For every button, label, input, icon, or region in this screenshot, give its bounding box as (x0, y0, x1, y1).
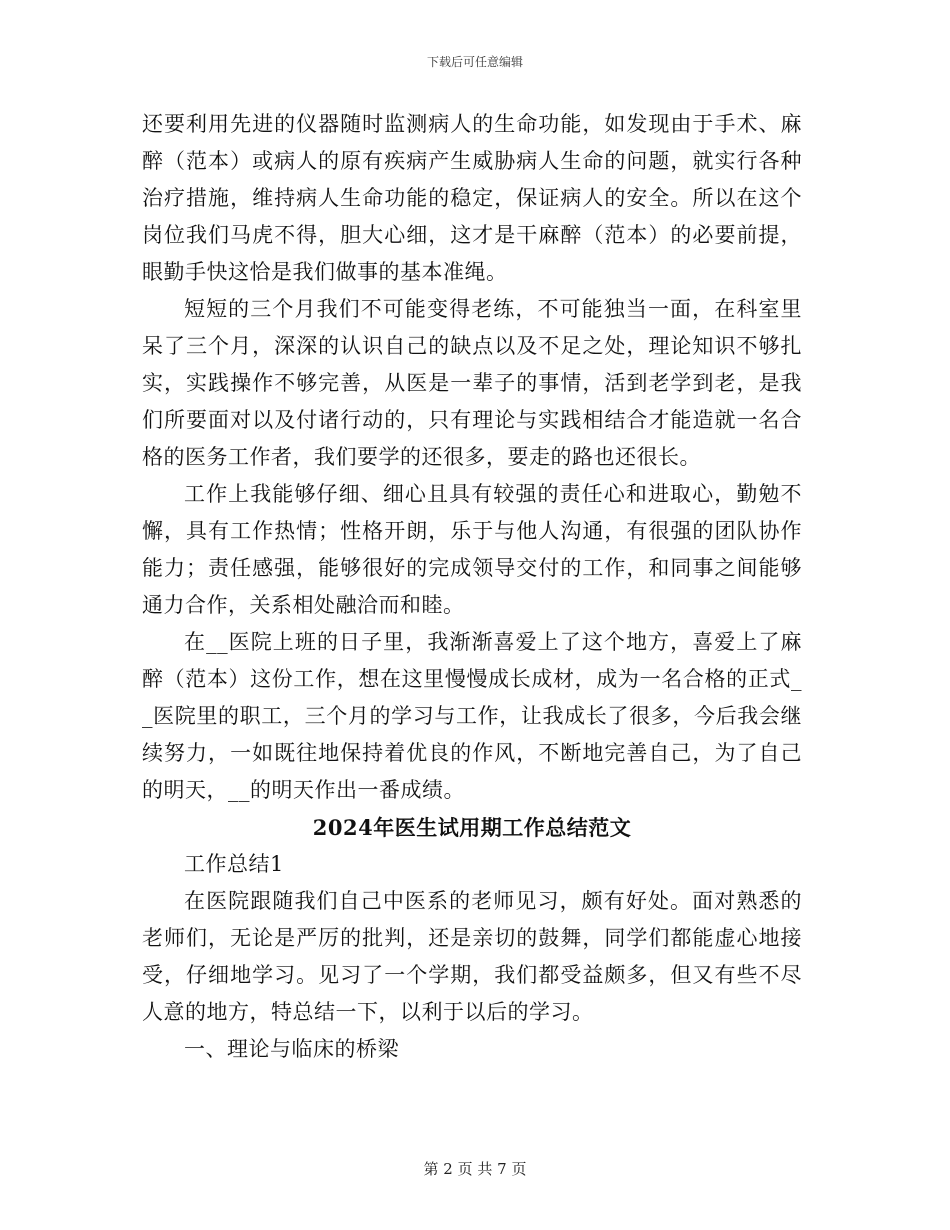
paragraph-2: 短短的三个月我们不可能变得老练，不可能独当一面，在科室里呆了三个月，深深的认识自己的缺点以及不足之处，理论知识不够扎实，实践操作不够完善，从医是一辈子的事情，活到老学到老，是我们所要面对以及付诸行动的，只有理论与实践相结合才能造就一名合格的医务工作者，我们要学的还很多，要走的路也还很长。 (142, 297, 802, 469)
document-body (142, 106, 802, 1068)
paragraph-5: 在医院跟随我们自己中医系的老师见习，颇有好处。面对熟悉的老师们，无论是严厉的批判，还是亲切的鼓舞，同学们都能虚心地接受，仔细地学习。见习了一个学期，我们都受益颇多，但又有些不尽人意的地方，特总结一下，以利于以后的学习。 (142, 889, 802, 1024)
subheading: 工作总结1 (184, 852, 284, 876)
paragraph-4: 在__医院上班的日子里，我渐渐喜爱上了这个地方，喜爱上了麻醉（范本）这份工作，想在这里慢慢成长成材，成为一名合格的正式__医院里的职工，三个月的学习与工作，让我成长了很多，今后我会继续努力，一如既往地保持着优良的作风，不断地完善自己，为了自己的明天，__的明天作出一番成绩。 (142, 630, 802, 802)
page-number: 第 2 页 共 7 页 (423, 1160, 527, 1178)
page-header-note: 下载后可任意编辑 (426, 55, 523, 69)
point-heading-1: 一、理论与临床的桥梁 (184, 1037, 399, 1061)
paragraph-3: 工作上我能够仔细、细心且具有较强的责任心和进取心，勤勉不懈，具有工作热情；性格开朗，乐于与他人沟通，有很强的团队协作能力；责任感强，能够很好的完成领导交付的工作，和同事之间能够通力合作，关系相处融洽而和睦。 (142, 482, 802, 617)
section-title: 2024年医生试用期工作总结范文 (312, 815, 632, 840)
paragraph-1: 还要利用先进的仪器随时监测病人的生命功能，如发现由于手术、麻醉（范本）或病人的原有疾病产生威胁病人生命的问题，就实行各种治疗措施，维持病人生命功能的稳定，保证病人的安全。所以在这个岗位我们马虎不得，胆大心细，这才是干麻醉（范本）的必要前提，眼勤手快这恰是我们做事的基本准绳。 (142, 112, 802, 284)
